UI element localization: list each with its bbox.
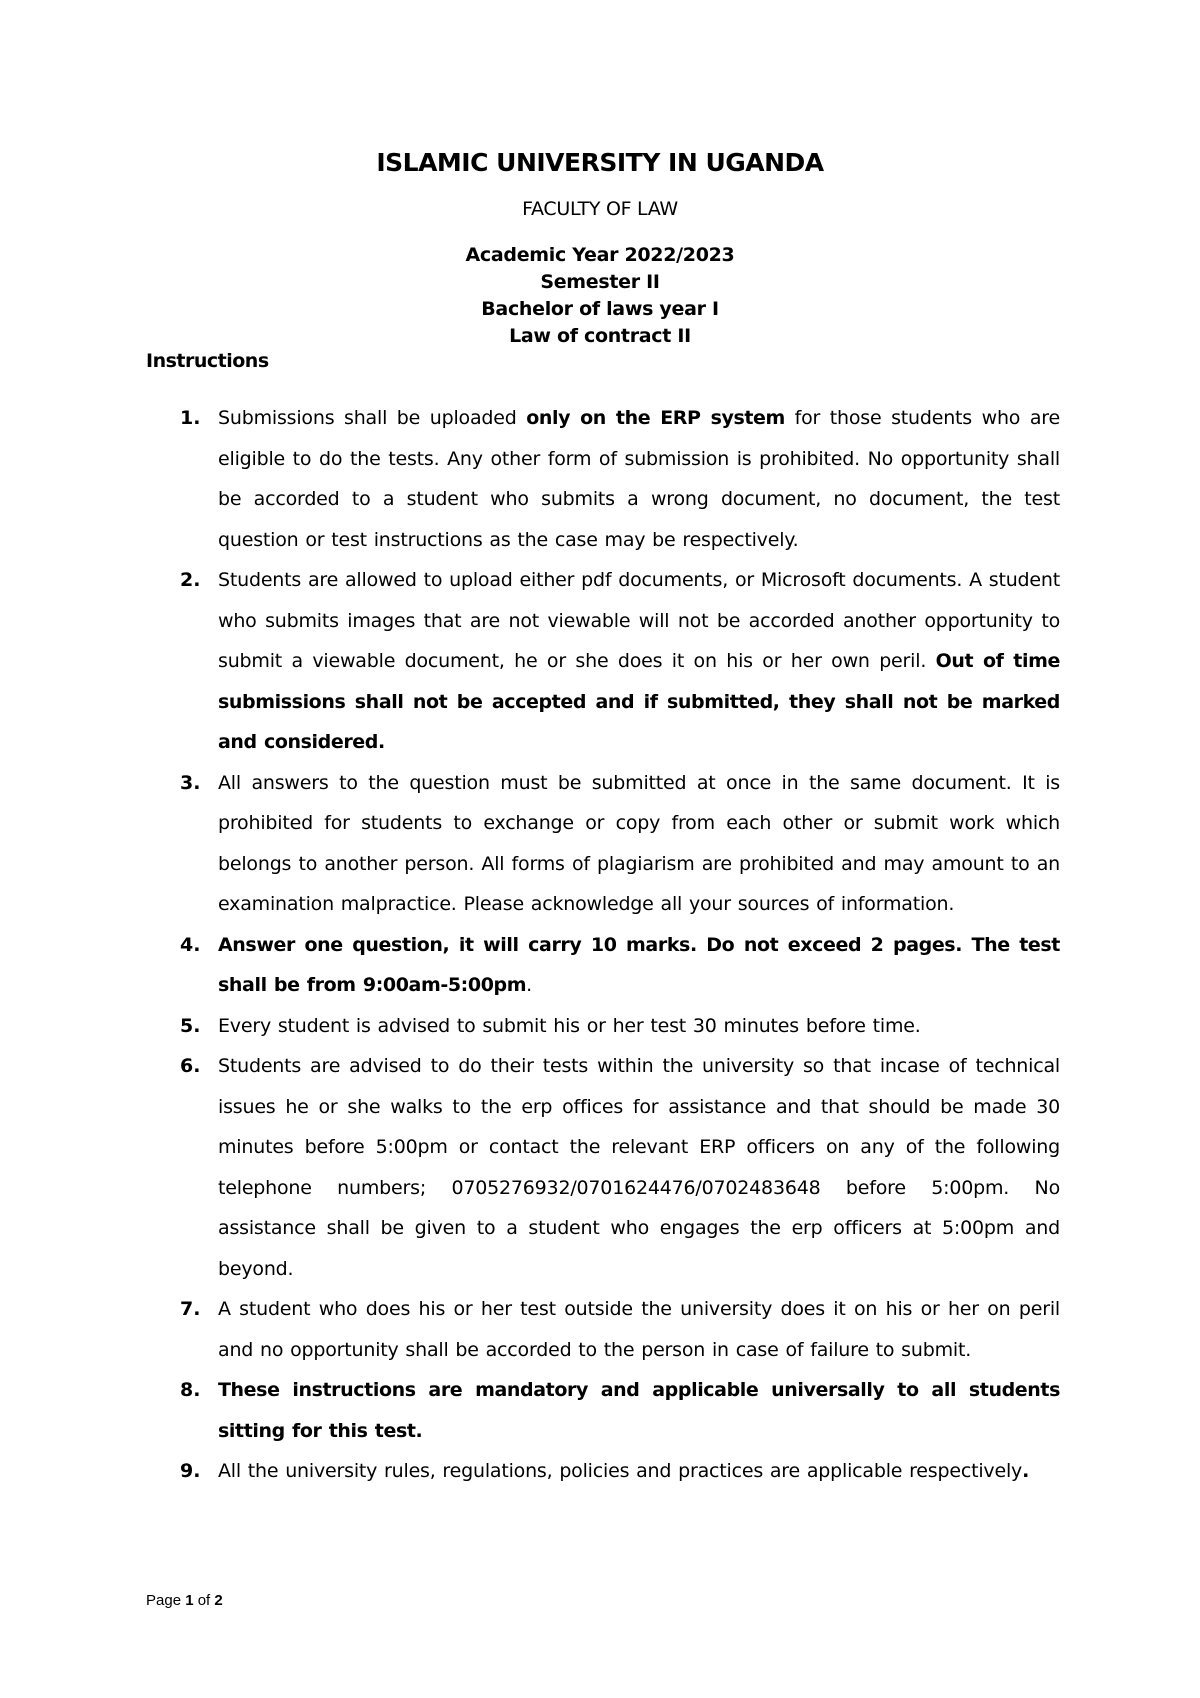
list-item (0, 398, 1200, 560)
instructions-list (0, 398, 1200, 1492)
item-text-bold: only on the ERP system (526, 407, 785, 429)
item-text-bold: These instructions are mandatory and applicable universally to all students sitting for this test. (218, 1379, 1060, 1442)
course-name: Law of contract II (509, 325, 691, 347)
of-label: of (193, 1592, 215, 1609)
item-text-part: Submissions shall be uploaded (218, 407, 527, 429)
item-number: 3. (180, 771, 201, 794)
item-text-part: for those students who are eligible to do the tests. Any other form of submission is prohibited. No opportunity shall be accorded to a student who submits a wrong document, no document, the test question or test instructions as the case may be respectively. (218, 407, 1060, 551)
item-number: 1. (180, 407, 201, 429)
university-title: ISLAMIC UNIVERSITY IN UGANDA (376, 148, 824, 177)
list-item (0, 925, 1200, 1006)
semester: Semester II (540, 271, 660, 293)
page-number-footer (146, 1592, 223, 1609)
item-text-part: All the university rules, regulations, policies and practices are applicable respectively (218, 1460, 1023, 1482)
item-text-bold: . (1022, 1460, 1029, 1482)
programme: Bachelor of laws year I (481, 298, 719, 320)
item-text-part: . (526, 974, 532, 996)
list-item (0, 1289, 1200, 1370)
item-text-part: All answers to the question must be submitted at once in the same document. It is prohibited for students to exchange or copy from each other or submit work which belongs to another person. All forms of plagiarism are prohibited and may amount to an examination malpractice. Please acknowledge all your sources of information. (218, 771, 1060, 915)
item-number: 4. (180, 933, 201, 956)
item-text (218, 398, 1060, 560)
page-label: Page (146, 1592, 186, 1609)
item-number: 5. (180, 1014, 201, 1037)
current-page: 1 (185, 1592, 194, 1609)
item-text-part: Every student is advised to submit his or her test 30 minutes before time. (218, 1014, 921, 1037)
item-number: 7. (180, 1298, 201, 1320)
item-text-bold: Answer one question, it will carry 10 marks. Do not exceed 2 pages. The test shall be from 9:00am-5:00pm (218, 933, 1060, 996)
item-number: 8. (180, 1379, 201, 1401)
item-number: 9. (180, 1460, 201, 1482)
item-text (218, 763, 1060, 925)
instructions-heading: Instructions (146, 350, 269, 372)
item-text-bold: Out of time submissions shall not be accepted and if submitted, they shall not be marked and considered. (218, 650, 1060, 753)
total-pages: 2 (214, 1592, 223, 1609)
item-number: 6. (180, 1055, 201, 1077)
item-text (218, 560, 1060, 763)
list-item (0, 1006, 1200, 1047)
list-item (0, 1046, 1200, 1289)
item-text (218, 1370, 1060, 1451)
academic-year: Academic Year 2022/2023 (465, 244, 735, 266)
item-text-part: Students are advised to do their tests within the university so that incase of technical issues he or she walks to the erp offices for assistance and that should be made 30 minutes before 5:00pm or contact the relevant ERP officers on any of the following telephone numbers; 0705276932/0701624476/0702483648 before 5:00pm. No assistance shall be given to a student who engages the erp officers at 5:00pm and beyond. (218, 1055, 1060, 1280)
faculty-title: FACULTY OF LAW (522, 198, 678, 220)
item-text (218, 1046, 1060, 1289)
item-text (218, 1289, 1060, 1370)
item-text-part: A student who does his or her test outside the university does it on his or her on peril and no opportunity shall be accorded to the person in case of failure to submit. (218, 1298, 1060, 1361)
item-text (218, 925, 1060, 1006)
item-text (218, 1006, 1060, 1047)
item-text (218, 1451, 1060, 1492)
item-number: 2. (180, 569, 201, 591)
list-item (0, 763, 1200, 925)
course-meta (0, 242, 1200, 350)
list-item (0, 1370, 1200, 1451)
list-item (0, 560, 1200, 763)
list-item (0, 1451, 1200, 1492)
item-text-part: Students are allowed to upload either pdf documents, or Microsoft documents. A student who submits images that are not viewable will not be accorded another opportunity to submit a viewable document, he or she does it on his or her own peril. (218, 569, 1060, 672)
